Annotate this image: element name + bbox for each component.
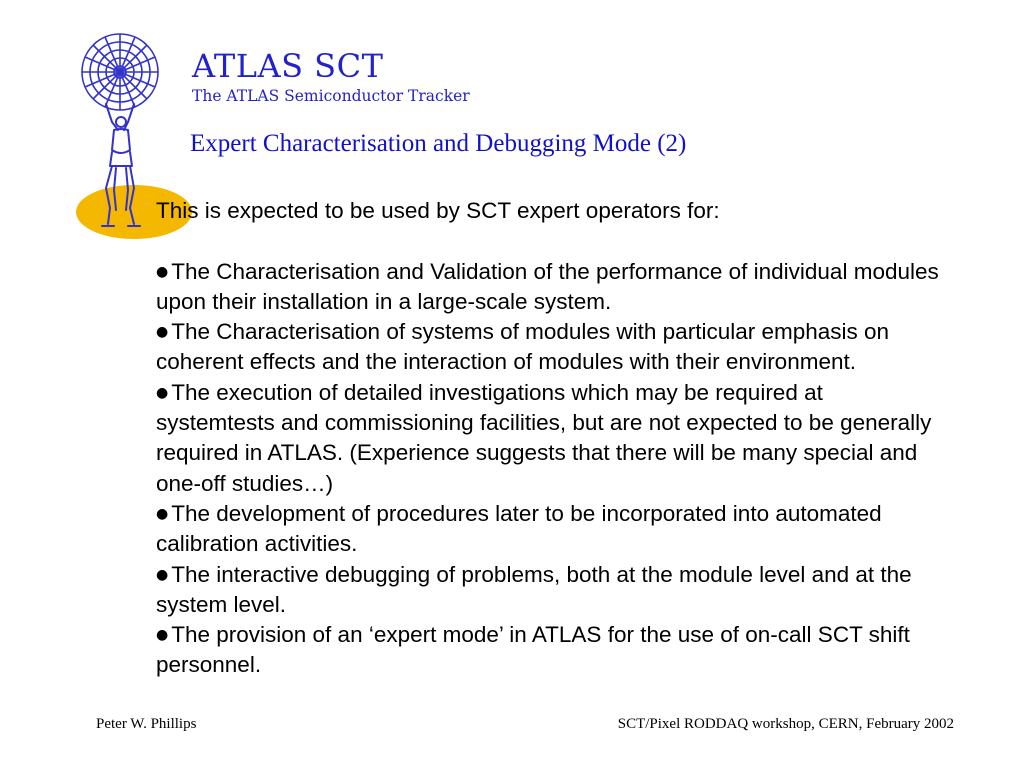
footer-event: SCT/Pixel RODDAQ workshop, CERN, February 2002 [617, 716, 954, 732]
slide-body [156, 196, 946, 681]
slide-title: Expert Characterisation and Debugging Mode (2) [190, 130, 687, 157]
bullet-item [156, 317, 946, 378]
bullet-text: The provision of an ‘expert mode’ in ATLAS for the use of on-call SCT shift personnel. [156, 622, 910, 678]
bullet-icon: ● [156, 627, 169, 644]
bullet-icon: ● [156, 324, 169, 341]
brand-title: ATLAS SCT [192, 47, 384, 85]
bullet-item [156, 560, 946, 621]
brand-subtitle: The ATLAS Semiconductor Tracker [192, 87, 470, 105]
bullet-text: The Characterisation and Validation of the performance of individual modules upon their installation in a large-scale system. [156, 258, 939, 314]
spacer [156, 226, 946, 256]
bullet-icon: ● [156, 566, 169, 583]
bullet-item [156, 499, 946, 560]
bullet-item [156, 620, 946, 681]
bullet-icon: ● [156, 505, 169, 522]
bullet-text: The execution of detailed investigations which may be required at systemtests and commissioning facilities, but are not expected to be generally required in ATLAS. (Experience suggests that there will be many special and one-off studies…) [156, 379, 932, 496]
bullet-text: The Characterisation of systems of modules with particular emphasis on coherent effects and the interaction of modules with their environment. [156, 319, 890, 375]
bullet-item [156, 378, 946, 499]
bullet-icon: ● [156, 384, 169, 401]
bullet-text: The development of procedures later to be incorporated into automated calibration activities. [156, 500, 882, 557]
bullet-list [156, 257, 946, 681]
bullet-text: The interactive debugging of problems, both at the module level and at the system level. [156, 561, 912, 617]
bullet-icon: ● [156, 263, 169, 280]
footer-author: Peter W. Phillips [96, 716, 197, 732]
intro-text: This is expected to be used by SCT expert operators for: [156, 198, 720, 223]
bullet-item [156, 257, 946, 318]
